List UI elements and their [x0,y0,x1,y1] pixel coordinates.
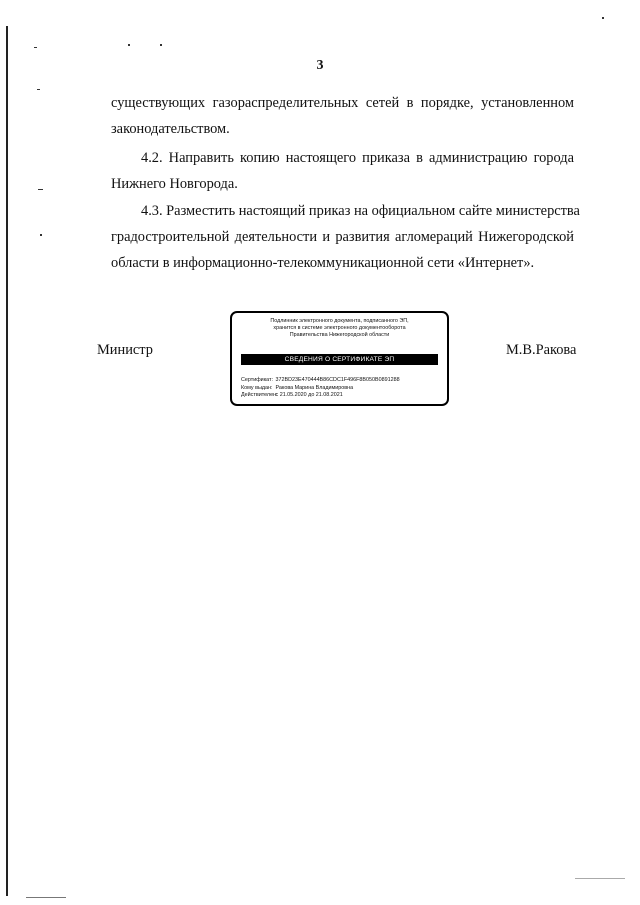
scan-speck [37,89,40,90]
stamp-certificate-row [241,377,443,385]
stamp-details [241,377,443,400]
stamp-header-line: Правительства Нижегородской области [289,332,390,338]
page-number: 3 [316,58,324,73]
stamp-header [236,318,443,339]
scan-speck [602,17,604,19]
text-line: 4.2. Направить копию настоящего приказа в администрацию города [141,150,574,166]
text-line: законодательством. [111,121,230,137]
text-line: области в информационно-телекоммуникационной сети «Интернет». [111,255,535,271]
stamp-header-line: Подлинник электронного документа, подписанного ЭП, [270,318,409,324]
scan-speck [38,189,43,190]
scan-speck [128,44,130,46]
signatory-name: М.В.Ракова [506,342,577,358]
paragraph-4-1-continuation [111,90,574,142]
certificate-label: Сертификат: [241,377,274,383]
signatory-position: Министр [97,342,153,358]
valid-value: с 21.05.2020 до 21.08.2021 [275,392,343,398]
certificate-value: 372BD23E470444B86CDC1F496F8B050B0891288 [275,377,400,383]
valid-label: Действителен: [241,392,278,398]
text-line: градостроительной деятельности и развития агломераций Нижегородской [111,229,574,245]
scan-left-edge [6,26,8,896]
scan-speck [26,897,66,898]
text-line: 4.3. Разместить настоящий приказ на официальном сайте министерства [141,203,580,219]
stamp-title-bar: СВЕДЕНИЯ О СЕРТИФИКАТЕ ЭП [241,354,438,365]
text-line: Нижнего Новгорода. [111,176,238,192]
paragraph-4-3 [111,198,580,276]
stamp-header-line: хранится в системе электронного документооборота [273,325,406,331]
issued-to-label: Кому выдан: [241,384,273,391]
text-line: существующих газораспределительных сетей в порядке, установленном [111,95,574,111]
scan-speck [40,234,42,236]
issued-to-value: Ракова Марина Владимировна [275,384,354,391]
electronic-signature-stamp [230,311,449,406]
paragraph-4-2 [111,145,574,197]
stamp-valid-row [241,392,443,400]
scan-speck [160,44,162,46]
scan-speck [575,878,625,879]
scan-speck [34,47,37,48]
stamp-issued-to-row [241,385,443,393]
